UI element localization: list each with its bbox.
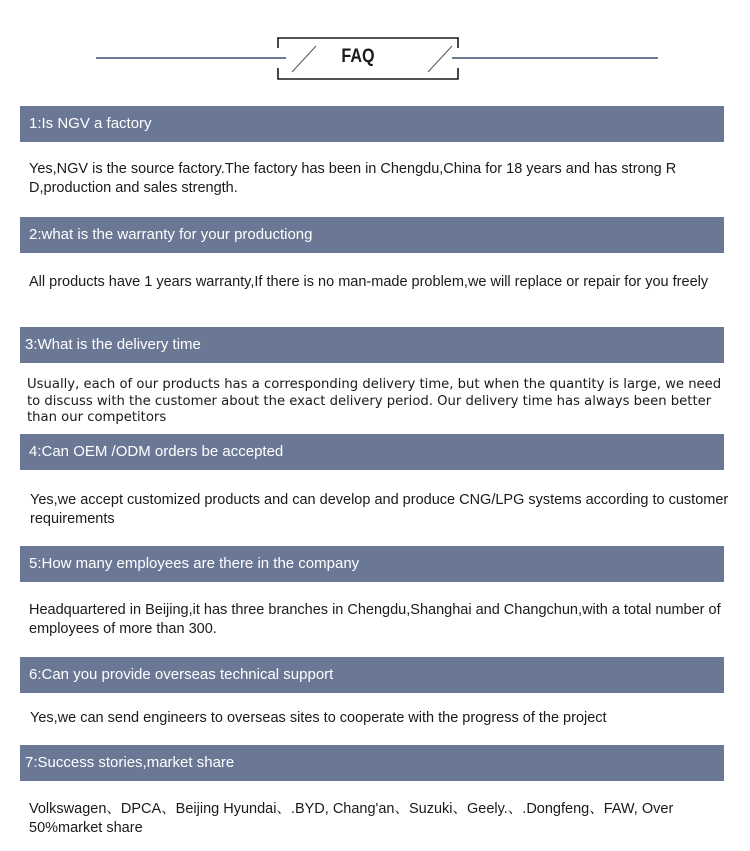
faq-question-7: 7:Success stories,market share (20, 745, 724, 781)
page-title: FAQ (341, 46, 375, 67)
faq-question-1: 1:Is NGV a factory (20, 106, 724, 142)
banner-left-rule (96, 57, 286, 59)
faq-answer-1: Yes,NGV is the source factory.The factory has been in Chengdu,China for 18 years and has strong R D,production and sales strength. (29, 161, 677, 196)
faq-answer-6: Yes,we can send engineers to overseas sites to cooperate with the progress of the project (30, 710, 607, 726)
faq-answer-5: Headquartered in Beijing,it has three branches in Chengdu,Shanghai and Changchun,with a total number of employees of more than 300. (29, 602, 721, 637)
faq-question-4: 4:Can OEM /ODM orders be accepted (20, 434, 724, 470)
faq-question-3: 3:What is the delivery time (20, 327, 724, 363)
faq-banner (0, 0, 750, 100)
faq-question-5: 5:How many employees are there in the company (20, 546, 724, 582)
faq-answer-3: Usually, each of our products has a corresponding delivery time, but when the quantity is large, we need to discuss with the customer about the exact delivery period. Our delivery time has always been better than our competitors (27, 377, 722, 425)
faq-answer-7: Volkswagen、DPCA、Beijing Hyundai、.BYD, Chang'an、Suzuki、Geely.、.Dongfeng、FAW, Over 50%market share (29, 801, 674, 836)
faq-answer-4: Yes,we accept customized products and can develop and produce CNG/LPG systems according to customer requirements (30, 492, 729, 527)
faq-question-6: 6:Can you provide overseas technical support (20, 657, 724, 693)
faq-question-2: 2:what is the warranty for your productiong (20, 217, 724, 253)
faq-answer-2: All products have 1 years warranty,If there is no man-made problem,we will replace or repair for you freely (29, 274, 709, 290)
banner-right-rule (452, 57, 658, 59)
